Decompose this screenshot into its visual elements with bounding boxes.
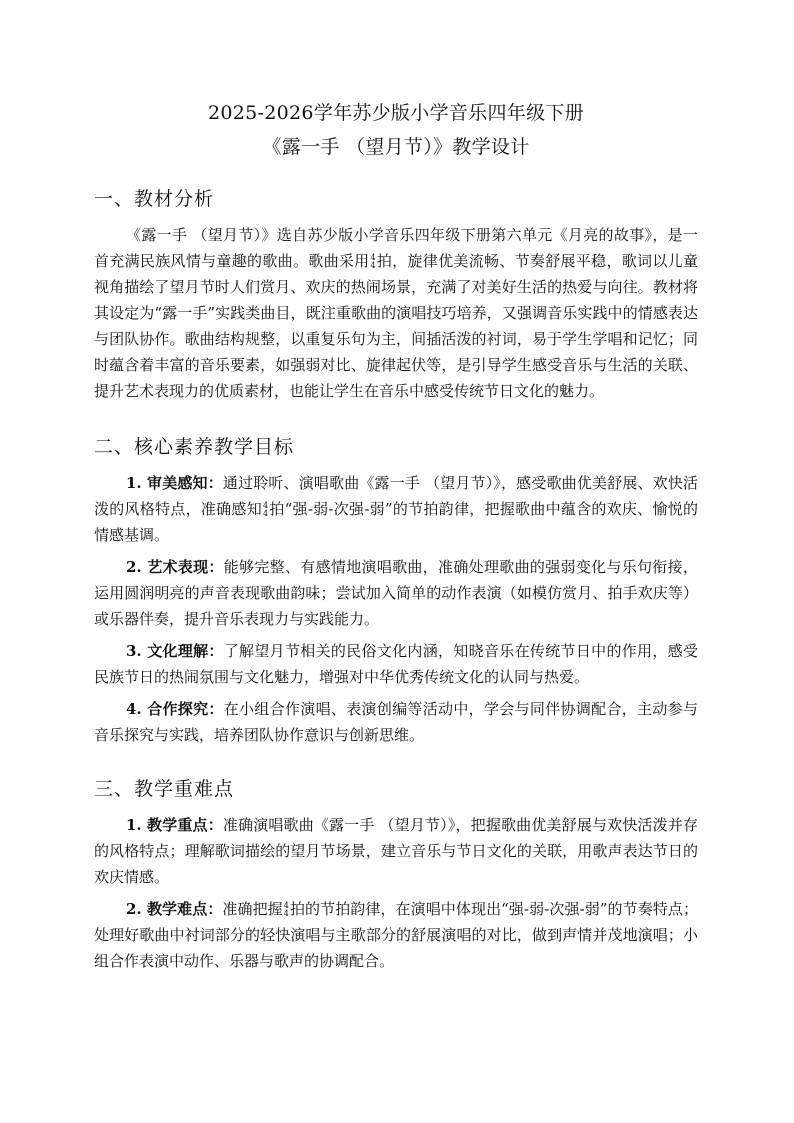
section-heading-objectives: 二、核心素养教学目标 xyxy=(94,436,295,458)
objective-item-culture xyxy=(94,638,698,690)
section-heading-analysis: 一、教材分析 xyxy=(94,188,215,210)
difficulty-text-part-1: 准确把握 xyxy=(222,900,283,918)
objective-text: 能够完整、有感情地演唱歌曲，准确处理歌曲的强弱变化与乐句衔接，运用圆润明亮的声音表现歌曲韵味；尝试加入简单的动作表演（如模仿赏月、拍手欢庆等）或乐器伴奏，提升音乐表现力与实践能力。 xyxy=(94,558,698,628)
time-signature-top: 4 xyxy=(283,901,289,910)
key-point-lead: 1. 教学重点： xyxy=(126,816,223,834)
analysis-text-part-1: 《露一手 （望月节）》选自苏少版小学音乐四年级下册第六单元《月亮的故事》，是一首充满民族风情与童趣的歌曲。歌曲采用 xyxy=(94,226,698,270)
document-page xyxy=(94,96,698,980)
time-signature-bottom: 4 xyxy=(262,509,269,518)
objective-lead: 4. 合作探究： xyxy=(126,700,224,718)
section-heading-key-points: 三、教学重难点 xyxy=(94,778,235,800)
time-signature-fraction xyxy=(284,902,289,918)
key-point-item xyxy=(94,812,698,890)
document-title-line-1: 2025-2026学年苏少版小学音乐四年级下册 xyxy=(207,102,585,124)
time-signature-bottom: 4 xyxy=(283,909,289,918)
analysis-paragraph xyxy=(94,222,698,404)
objective-text: 了解望月节相关的民俗文化内涵，知晓音乐在传统节日中的作用，感受民族节日的热闹氛围与文化魅力，增强对中华优秀传统文化的认同与热爱。 xyxy=(94,642,698,686)
time-signature-fraction xyxy=(263,502,268,518)
objective-item-cooperation xyxy=(94,696,698,748)
objective-item-expression xyxy=(94,554,698,632)
objective-lead: 1. 审美感知： xyxy=(126,474,223,492)
objective-text-part-1: 通过聆听、演唱歌曲《露一手 （望月节）》，感受歌曲优美舒展、欢快活泼的风格特点，准确感知 xyxy=(94,474,698,518)
objective-lead: 2. 艺术表现： xyxy=(126,558,224,576)
objective-item-aesthetic xyxy=(94,470,698,548)
objective-text: 在小组合作演唱、表演创编等活动中，学会与同伴协调配合，主动参与音乐探究与实践，培养团队协作意识与创新思维。 xyxy=(94,700,698,744)
time-signature-bottom: 4 xyxy=(370,261,376,270)
time-signature-fraction xyxy=(370,254,375,270)
difficulty-item xyxy=(94,896,698,974)
difficulty-text-part-2: 拍的节拍韵律，在演唱中体现出“强-弱-次强-弱”的节奏特点；处理好歌曲中衬词部分的轻快演唱与主歌部分的舒展演唱的对比，做到声情并茂地演唱；小组合作表演中动作、乐器与歌声的协调配合。 xyxy=(94,900,698,970)
difficulty-lead: 2. 教学难点： xyxy=(126,900,223,918)
objective-text-part-2: 拍“强-弱-次强-弱”的节拍韵律，把握歌曲中蕴含的欢庆、愉悦的情感基调。 xyxy=(94,500,698,544)
objective-lead: 3. 文化理解： xyxy=(126,642,224,660)
document-title-line-2: 《露一手 （望月节）》教学设计 xyxy=(262,136,530,158)
key-point-text: 准确演唱歌曲《露一手 （望月节）》，把握歌曲优美舒展与欢快活泼并存的风格特点；理解歌词描绘的望月节场景，建立音乐与节日文化的关联，用歌声表达节日的欢庆情感。 xyxy=(94,816,698,886)
time-signature-top: 4 xyxy=(262,501,269,510)
analysis-text-part-2: 拍，旋律优美流畅、节奏舒展平稳，歌词以儿童视角描绘了望月节时人们赏月、欢庆的热闹场景，充满了对美好生活的热爱与向往。教材将其设定为“露一手”实践类曲目，既注重歌曲的演唱技巧培养，又强调音乐实践中的情感表达与团队协作。歌曲结构规整，以重复乐句为主，间插活泼的衬词，易于学生学唱和记忆；同时蕴含着丰富的音乐要素，如强弱对比、旋律起伏等，是引导学生感受音乐与生活的关联、提升艺术表现力的优质素材，也能让学生在音乐中感受传统节日文化的魅力。 xyxy=(94,252,698,400)
time-signature-top: 4 xyxy=(370,253,376,262)
